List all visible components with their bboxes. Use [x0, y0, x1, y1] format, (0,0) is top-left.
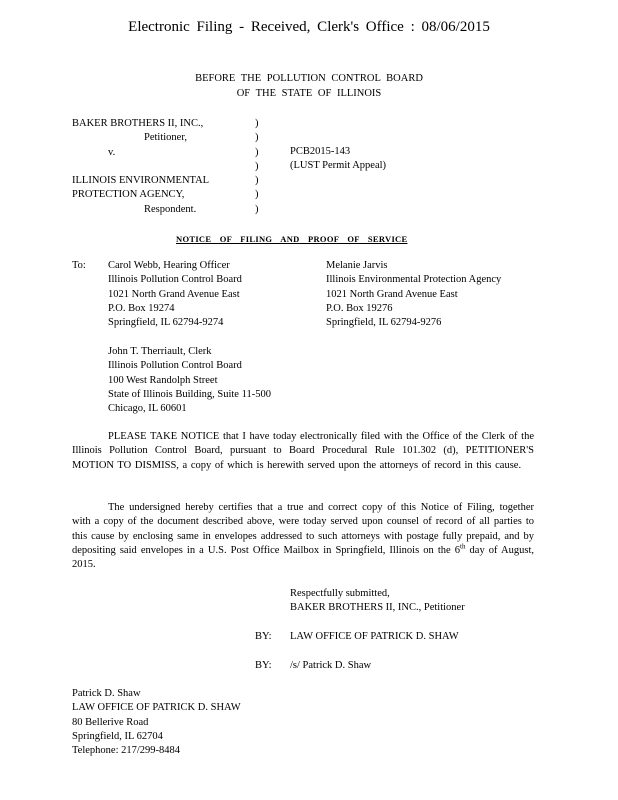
- notice-paragraph-text: PLEASE TAKE NOTICE that I have today electronically filed with the Office of the Clerk of the Illinois Pollution Control Board, pursuant to Board Procedural Rule 101.302 (d), PETITIONER'S MOTION TO DISMISS, a copy of which is herewith served upon the attorneys of record in this cause.: [72, 431, 534, 471]
- addressee-line: P.O. Box 19276: [326, 302, 393, 314]
- city-state-zip: Springfield, IL 62704: [72, 730, 163, 742]
- firm-name: LAW OFFICE OF PATRICK D. SHAW: [290, 631, 459, 642]
- by-firm-row: [255, 630, 459, 644]
- notice-title: NOTICE OF FILING AND PROOF OF SERVICE: [176, 234, 408, 244]
- by-label: BY:: [255, 631, 272, 642]
- electronic-signature: /s/ Patrick D. Shaw: [290, 660, 372, 671]
- caption-parentheses: [255, 117, 259, 217]
- attorney-contact-block: [72, 687, 241, 758]
- addressee-line: 100 West Randolph Street: [108, 374, 218, 386]
- addressee-line: Carol Webb, Hearing Officer: [108, 260, 230, 271]
- certification-paragraph: [72, 501, 534, 572]
- addressee-line: Chicago, IL 60601: [108, 403, 187, 415]
- addressee-line: P.O. Box 19274: [108, 302, 175, 314]
- caption-paren: ): [255, 160, 259, 172]
- telephone: Telephone: 217/299-8484: [72, 745, 181, 757]
- street-address: 80 Bellerive Road: [72, 716, 149, 728]
- respondent-role: Respondent.: [144, 203, 197, 215]
- by-label: BY:: [255, 660, 272, 671]
- addressee-line: John T. Therriault, Clerk: [108, 346, 212, 357]
- caption-paren: ): [255, 118, 259, 129]
- signature-closing: [290, 587, 465, 616]
- petitioner-name: BAKER BROTHERS II, INC.,: [72, 118, 204, 129]
- court-title-line-1: BEFORE THE POLLUTION CONTROL BOARD: [195, 73, 423, 84]
- caption-paren: ): [255, 203, 259, 215]
- attorney-name: Patrick D. Shaw: [72, 688, 141, 699]
- caption-paren: ): [255, 132, 259, 144]
- addressee-block: [326, 259, 501, 330]
- addressee-line: State of Illinois Building, Suite 11-500: [108, 388, 271, 400]
- addressee-block: [108, 345, 271, 416]
- to-label: To:: [72, 260, 86, 271]
- petitioner-role: Petitioner,: [144, 132, 188, 144]
- caption-paren: ): [255, 189, 259, 201]
- by-signer-row: [255, 659, 371, 673]
- court-title-line-2: OF THE STATE OF ILLINOIS: [236, 87, 382, 99]
- addressee-line: Springfield, IL 62794-9276: [326, 317, 442, 329]
- addressee-line: 1021 North Grand Avenue East: [326, 288, 458, 300]
- addressee-line: 1021 North Grand Avenue East: [108, 288, 240, 300]
- filing-stamp-header: Electronic Filing - Received, Clerk's Office : 08/06/2015: [128, 19, 490, 35]
- closing-text: Respectfully submitted,: [290, 588, 390, 599]
- court-title: [0, 72, 618, 101]
- addressee-line: Melanie Jarvis: [326, 260, 388, 271]
- petitioner-signature-line: BAKER BROTHERS II, INC., Petitioner: [290, 602, 465, 614]
- firm-name: LAW OFFICE OF PATRICK D. SHAW: [72, 702, 241, 714]
- addressee-line: Springfield, IL 62794-9274: [108, 317, 224, 329]
- certification-text-end: day of August, 2015.: [72, 544, 534, 571]
- case-info: [290, 145, 386, 174]
- addressee-line: Illinois Pollution Control Board: [108, 274, 242, 286]
- addressee-line: Illinois Pollution Control Board: [108, 360, 242, 372]
- case-number: PCB2015-143: [290, 146, 351, 157]
- case-caption-parties: [72, 117, 209, 217]
- respondent-name-line-2: PROTECTION AGENCY,: [72, 189, 185, 201]
- certification-text: The undersigned hereby certifies that a true and correct copy of this Notice of Filing, together with a copy of the document described above, were today served upon counsel of record of all parties to this cause by enclosing same in envelopes addressed to such attorneys with postage fully prepaid, and by depositing said envelopes in a U.S. Post Office Mailbox in Springfield, Illinois on the 6: [72, 502, 534, 556]
- notice-paragraph: [72, 430, 534, 473]
- case-type: (LUST Permit Appeal): [290, 160, 387, 172]
- caption-paren: ): [255, 175, 259, 187]
- addressee-block: [108, 259, 242, 330]
- addressee-line: Illinois Environmental Protection Agency: [326, 274, 502, 286]
- caption-paren: ): [255, 146, 259, 158]
- respondent-name-line-1: ILLINOIS ENVIRONMENTAL: [72, 175, 210, 187]
- versus-label: v.: [108, 146, 116, 158]
- ordinal-suffix: th: [460, 542, 466, 551]
